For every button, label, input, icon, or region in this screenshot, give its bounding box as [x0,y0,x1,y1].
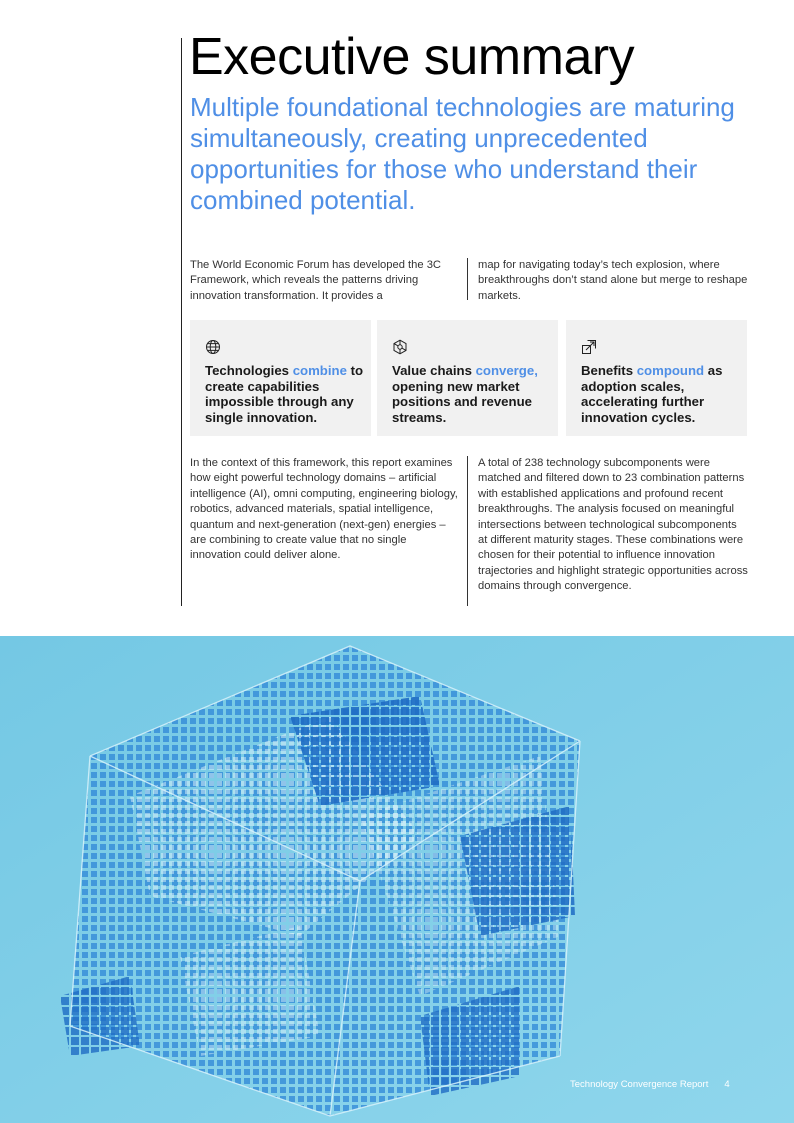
body-left-column [190,456,460,564]
card-combine-highlight: combine [292,363,347,378]
globe-icon [205,339,221,355]
intro-left-column [190,258,458,304]
intro-right-column [478,258,748,304]
footer-report-name: Technology Convergence Report [570,1079,709,1090]
page-footer [570,1079,730,1090]
body-right-column [478,456,748,595]
page-title: Executive summary [189,28,635,86]
body-left-text: In the context of this framework, this report examines how eight powerful technology domains – artificial intelligence (AI), omni computing, engineering biology, robotics, advanced materials, spatial intelligence, quantum and next-generation (next-gen) energies – are combining to create value that no single innovation could deliver alone. [190,457,458,562]
card-converge-text: Value chains converge, opening new market positions and revenue streams. [392,363,538,425]
body-column-divider [467,456,468,606]
expand-squares-icon [581,339,597,355]
body-right-text: A total of 238 technology subcomponents were matched and filtered down to 23 combination patterns with established applications and profound recent breakthroughs. The analysis focused on meaningful intersections between technological subcomponents at different maturity stages. These combinations were chosen for their potential to influence innovation trajectories and highlight strategic opportunities across domains through convergence. [478,457,748,593]
card-combine-text: Technologies combine to create capabilities impossible through any single innovation. [205,363,364,425]
hero-image [0,636,794,1123]
intro-column-divider [467,258,468,300]
card-compound-text: Benefits compound as adoption scales, accelerating further innovation cycles. [581,363,723,425]
card-compound [566,320,747,436]
page-subtitle: Multiple foundational technologies are maturing simultaneously, creating unprecedented opportunities for those who understand their combined potential. [190,92,735,215]
left-rule [181,38,182,606]
card-compound-highlight: compound [636,363,705,378]
footer-page-number: 4 [724,1079,730,1090]
voxel-cube-illustration [0,636,794,1123]
network-icon [392,339,408,355]
intro-left-text: The World Economic Forum has developed the 3C Framework, which reveals the patterns driving innovation transformation. It provides a [190,259,442,302]
intro-right-text: map for navigating today’s tech explosion, where breakthroughs don’t stand alone but merge to reshape markets. [478,259,748,302]
card-converge [377,320,558,436]
card-combine [190,320,371,436]
card-converge-highlight: converge, [475,363,538,378]
